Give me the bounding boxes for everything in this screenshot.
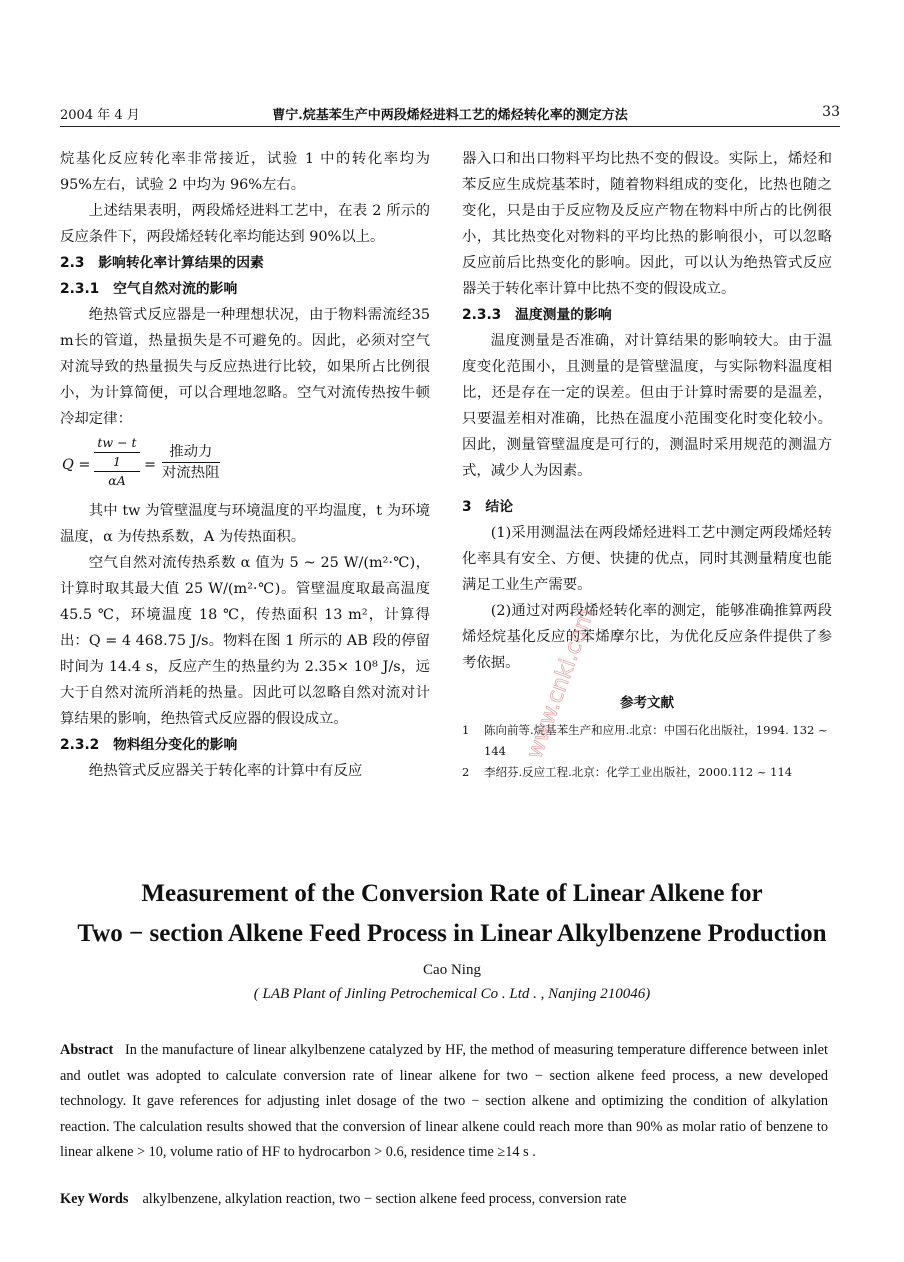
section-heading-2-3-2: 2.3.2 物料组分变化的影响 (60, 737, 238, 753)
keywords-label: Key Words (60, 1191, 129, 1207)
page-number: 33 (822, 104, 840, 120)
left-paragraph-3: 绝热管式反应器是一种理想状况，由于物料需流经35 m长的管道，热量损失是不可避免的。因此，必须对空气对流导致的热量损失与反应热进行比较，如果所占比例很小，为计算简便，可以合理地忽略。空气对流传热按牛顿冷却定律： (60, 307, 430, 427)
author-name: Cao Ning (423, 962, 481, 978)
formula-inner-numerator: 1 (113, 454, 121, 469)
formula-fraction-2 (162, 442, 220, 483)
watermark-text: www.cnki.com (522, 605, 600, 763)
author-affiliation: ( LAB Plant of Jinling Petrochemical Co . Ltd . , Nanjing 210046) (253, 986, 651, 1002)
english-title-line-2: Two − section Alkene Feed Process in Linear Alkylbenzene Production (77, 920, 827, 947)
abstract-text: In the manufacture of linear alkylbenzene catalyzed by HF, the method of measuring temperature difference between inlet and outlet was adopted to calculate conversion rate of linear alkene for two − section alkene feed process, a new developed technology. It gave references for adjusting inlet dosage of the two − section alkene and optimizing the condition of alkylation reaction. The calculation results showed that the conversion of linear alkene could reach more than 90% as molar ratio of benzene to linear alkene > 10, volume ratio of HF to hydrocarbon > 0.6, residence time ≥14 s . (60, 1042, 828, 1160)
abstract-label: Abstract (60, 1042, 114, 1058)
right-paragraph-2: 温度测量是否准确，对计算结果的影响较大。由于温度变化范围小，且测量的是管壁温度，与实际物料温度相比，还是存在一定的误差。但由于计算时需要的是温差，只要温差相对准确，比热在温度小范围变化时变化较小。因此，测量管壁温度是可行的，测温时采用规范的测温方式，减少人为因素。 (462, 333, 832, 479)
right-column (462, 146, 832, 783)
reference-number: 2 (462, 765, 470, 779)
references-title: 参考文献 (620, 695, 674, 711)
left-paragraph-5: 空气自然对流传热系数 α 值为 5 ~ 25 W/(m²·℃)，计算时取其最大值 25 W/(m²·℃)。管壁温度取最高温度45.5 ℃，环境温度 18 ℃，传热面积 13 m²，计算得出：Q = 4 468.75 J/s。物料在图 1 所示的 AB 段的停留时间为 14.4 s，反应产生的热量约为 2.35× 10⁸ J/s，远大于自然对流所消耗的热量。因此可以忽略自然对流对计算结果的影响，绝热管式反应器的假设成立。 (60, 555, 430, 727)
running-header (60, 104, 840, 128)
left-paragraph-4: 其中 tw 为管壁温度与环境温度的平均温度，t 为环境温度，α 为传热系数，A 为传热面积。 (60, 503, 430, 545)
reference-item (462, 720, 832, 762)
formula-inner-denominator: αA (94, 471, 140, 490)
section-heading-2-3-1: 2.3.1 空气自然对流的影响 (60, 281, 238, 297)
reference-number: 1 (462, 723, 470, 737)
reference-text: 李绍芬.反应工程.北京：化学工业出版社，2000.112 ~ 114 (484, 765, 793, 779)
left-paragraph-6: 绝热管式反应器关于转化率的计算中有反应 (88, 763, 363, 779)
formula-numerator-2: 推动力 (162, 442, 220, 463)
header-title: 曹宁.烷基苯生产中两段烯烃进料工艺的烯烃转化率的测定方法 (272, 108, 628, 123)
conclusion-2: (2)通过对两段烯烃转化率的测定，能够准确推算两段烯烃烷基化反应的苯烯摩尔比，为优化反应条件提供了参考依据。 (462, 603, 832, 671)
formula-lhs: Q = (62, 457, 91, 473)
left-paragraph-1: 烷基化反应转化率非常接近，试验 1 中的转化率均为 95%左右，试验 2 中均为 96%左右。 (60, 151, 430, 193)
formula-numerator-1: tw − t (94, 434, 140, 453)
formula-equals: = (144, 457, 157, 473)
reference-text: 陈向前等.烷基苯生产和应用.北京：中国石化出版社，1994. 132 ~ 144 (484, 723, 828, 758)
newton-cooling-formula (60, 434, 430, 496)
english-title-line-1: Measurement of the Conversion Rate of Linear Alkene for (141, 880, 763, 907)
formula-fraction-1 (94, 434, 140, 490)
english-title (40, 874, 864, 954)
header-rule (60, 126, 840, 127)
conclusion-1: (1)采用测温法在两段烯烃进料工艺中测定两段烯烃转化率具有安全、方便、快捷的优点，同时其测量精度也能满足工业生产需要。 (462, 525, 832, 593)
keywords-text: alkylbenzene, alkylation reaction, two − section alkene feed process, conversion rate (142, 1191, 627, 1207)
reference-item (462, 762, 832, 783)
formula-denominator-2: 对流热阻 (162, 465, 220, 481)
references-list (462, 720, 832, 783)
right-paragraph-1: 器入口和出口物料平均比热不变的假设。实际上，烯烃和苯反应生成烷基苯时，随着物料组成的变化，比热也随之变化，只是由于反应物及反应产物在物料中所占的比例很小，其比热变化对物料的平均比热的影响很小，可以忽略反应前后比热变化的影响。因此，可以认为绝热管式反应器关于转化率计算中比热不变的假设成立。 (462, 151, 832, 297)
keywords (60, 1191, 828, 1208)
header-date: 2004 年 4 月 (60, 108, 140, 123)
section-heading-2-3-3: 2.3.3 温度测量的影响 (462, 307, 612, 323)
left-column (60, 146, 430, 784)
section-heading-2-3: 2.3 影响转化率计算结果的因素 (60, 255, 264, 271)
left-paragraph-2: 上述结果表明，两段烯烃进料工艺中，在表 2 所示的反应条件下，两段烯烃转化率均能达到 90%以上。 (60, 203, 430, 245)
section-heading-3: 3 结论 (462, 499, 513, 515)
abstract (60, 1038, 828, 1166)
